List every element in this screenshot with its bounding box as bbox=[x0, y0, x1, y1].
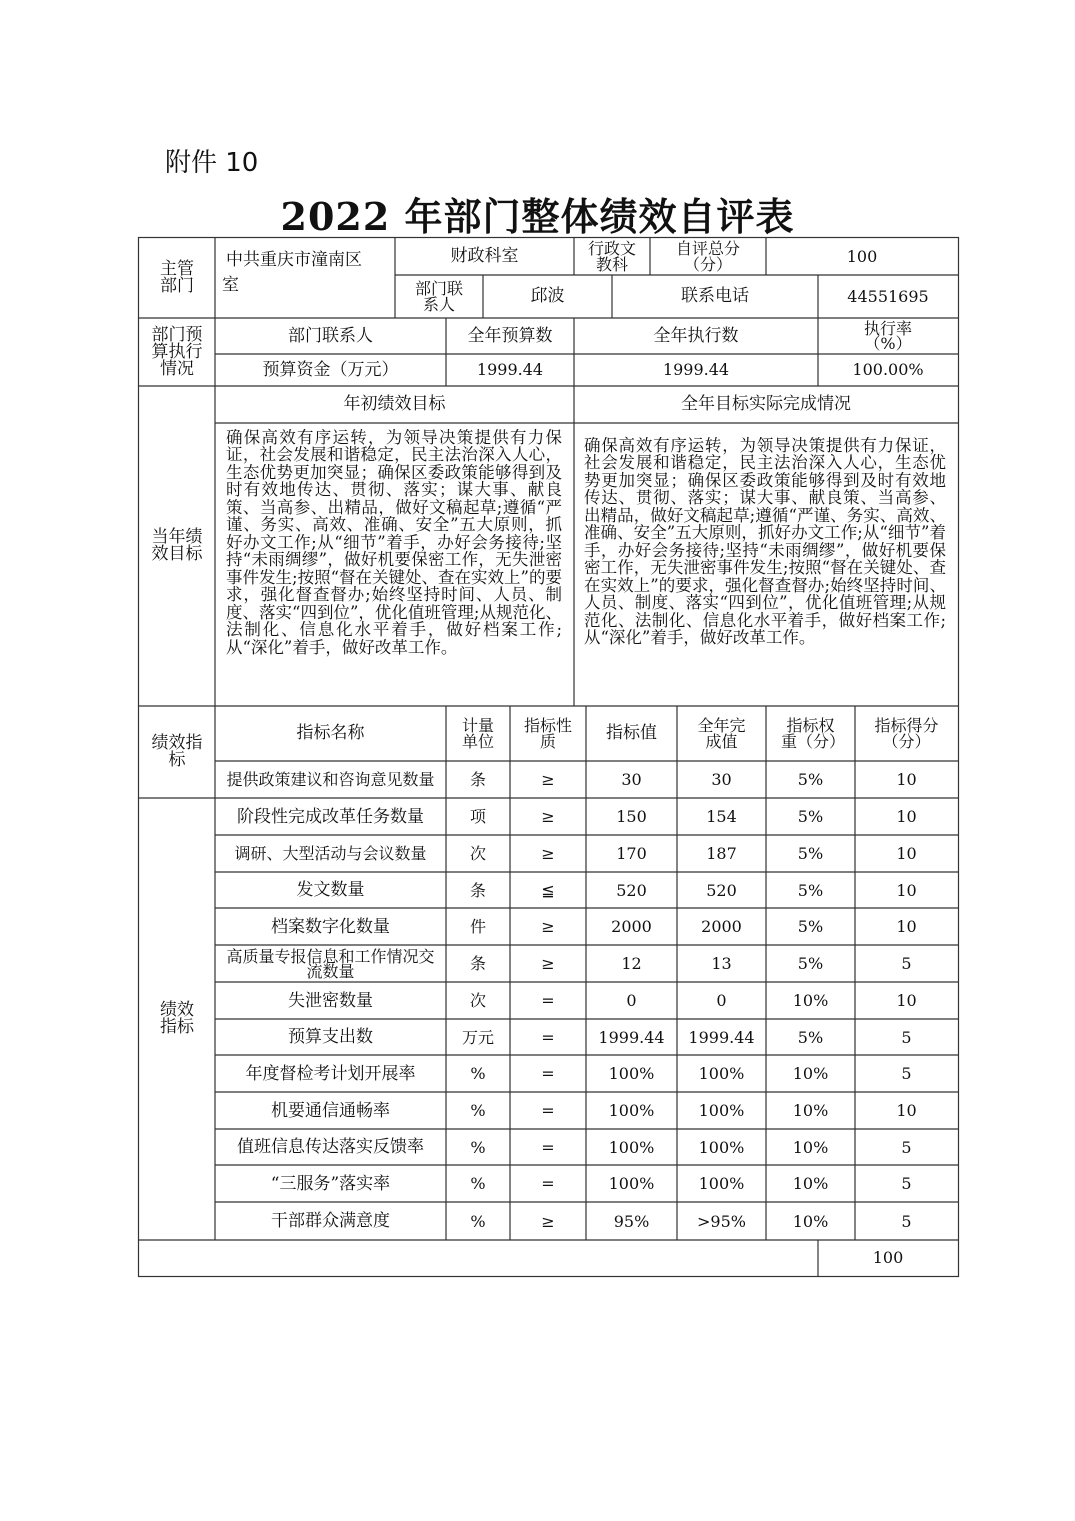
row-nature: ≥ bbox=[541, 1211, 555, 1231]
total-score: 100 bbox=[872, 1248, 904, 1267]
row-weight: 5% bbox=[797, 917, 824, 936]
row-score: 10 bbox=[896, 807, 917, 826]
office-name: 财政科室 bbox=[450, 246, 519, 266]
goals-label: 当年绩效目标 bbox=[151, 527, 203, 564]
exec-rate: 100.00% bbox=[852, 360, 924, 379]
row-name: 失泄密数量 bbox=[288, 990, 373, 1011]
dept-label: 主管部门 bbox=[160, 259, 194, 296]
row-unit: 件 bbox=[469, 917, 486, 936]
ind-h-actual: 全年完成值 bbox=[697, 716, 746, 751]
row-actual: 187 bbox=[706, 844, 737, 863]
row-actual: >95% bbox=[697, 1211, 746, 1231]
row-actual: 100% bbox=[698, 1101, 745, 1120]
row-actual: 2000 bbox=[701, 917, 742, 936]
row-score: 10 bbox=[896, 844, 917, 863]
budget-h-rate: 执行率（%） bbox=[863, 318, 912, 353]
row-weight: 10% bbox=[792, 1174, 829, 1193]
phone-number: 44551695 bbox=[847, 286, 929, 306]
row-score: 10 bbox=[896, 917, 917, 936]
row-nature: ≥ bbox=[541, 954, 555, 973]
goals-h-initial: 年初绩效目标 bbox=[343, 394, 446, 414]
budget-row-label: 预算资金（万元） bbox=[262, 359, 399, 380]
row-name: 阶段性完成改革任务数量 bbox=[237, 806, 424, 827]
exec-value: 1999.44 bbox=[662, 360, 730, 379]
row-actual: 30 bbox=[711, 770, 732, 789]
row-actual: 1999.44 bbox=[688, 1027, 755, 1047]
row-nature: ≥ bbox=[541, 770, 555, 789]
row-target: 1999.44 bbox=[598, 1027, 665, 1047]
office-type: 行政文教科 bbox=[587, 239, 636, 274]
row-nature: = bbox=[541, 1064, 555, 1083]
row-unit: 次 bbox=[469, 844, 486, 863]
row-nature: = bbox=[541, 991, 555, 1010]
row-unit: % bbox=[470, 1211, 486, 1231]
row-unit: 条 bbox=[469, 770, 486, 789]
row-target: 100% bbox=[608, 1064, 655, 1083]
ind-h-target: 指标值 bbox=[606, 723, 657, 743]
row-nature: = bbox=[541, 1137, 555, 1157]
row-unit: % bbox=[470, 1101, 486, 1120]
row-target: 95% bbox=[613, 1211, 650, 1231]
row-nature: = bbox=[541, 1174, 555, 1193]
row-score: 5 bbox=[901, 1027, 912, 1047]
row-name: 高质量专报信息和工作情况交流数量 bbox=[226, 946, 435, 981]
row-unit: % bbox=[470, 1064, 486, 1083]
row-weight: 10% bbox=[792, 991, 829, 1010]
initial-goals-text: 确保高效有序运转，为领导决策提供有力保证，社会发展和谐稳定，民主法治深入人心，生态优势更加突显；确保区委政策能够得到及时有效地传达、贯彻、落实；谋大事、献良策、当高参、出精品，做好文稿起草;遵循“严谨、务实、高效、准确、安全”五大原则，抓好办文工作;从“细节”着手，办好会务接待;坚持“未雨绸缪”，做好机要保密工作，无失泄密事件发生;按照“督在关键处、查在实效上”的要求，强化督查督办;始终坚持时间、人员、制度、落实“四到位”，优化值班管理;从规范化、法制化、信息化水平着手，做好档案工作;从“深化”着手，做好改革工作。 bbox=[226, 428, 562, 657]
row-weight: 5% bbox=[797, 880, 824, 900]
budget-label: 部门预算执行情况 bbox=[151, 324, 203, 379]
row-weight: 10% bbox=[792, 1064, 829, 1083]
budget-value: 1999.44 bbox=[476, 360, 544, 379]
row-unit: 万元 bbox=[461, 1027, 494, 1047]
page-title: 2022 年部门整体绩效自评表 bbox=[280, 194, 795, 239]
contact-label: 部门联系人 bbox=[414, 279, 463, 314]
row-weight: 5% bbox=[797, 844, 824, 863]
row-score: 5 bbox=[901, 1137, 912, 1157]
phone-label: 联系电话 bbox=[681, 286, 749, 306]
goals-h-actual: 全年目标实际完成情况 bbox=[681, 394, 851, 414]
row-actual: 100% bbox=[698, 1174, 745, 1193]
row-name: 机要通信通畅率 bbox=[271, 1100, 390, 1121]
row-nature: ≥ bbox=[541, 844, 555, 863]
budget-h-budget: 全年预算数 bbox=[467, 325, 553, 346]
row-nature: ≦ bbox=[541, 880, 555, 900]
row-score: 5 bbox=[901, 954, 912, 973]
actual-goals-text: 确保高效有序运转，为领导决策提供有力保证，社会发展和谐稳定，民主法治深入人心，生态优势更加突显；确保区委政策能够得到及时有效地传达、贯彻、落实；谋大事、献良策、当高参、出精品，做好文稿起草;遵循“严谨、务实、高效、准确、安全”五大原则，抓好办文工作;从“细节”着手，办好会务接待;坚持“未雨绸缪”，做好机要保密工作，无失泄密事件发生;按照“督在关键处、查在实效上”的要求，强化督查督办;始终坚持时间、人员、制度、落实“四到位”，优化值班管理;从规范化、法制化、信息化水平着手，做好档案工作;从“深化”着手，做好改革工作。 bbox=[584, 436, 946, 648]
row-name: “三服务”落实率 bbox=[270, 1173, 391, 1194]
attachment-label: 附件 10 bbox=[165, 148, 259, 178]
contact-name: 邱波 bbox=[530, 286, 565, 306]
row-weight: 5% bbox=[797, 807, 824, 826]
self-score: 100 bbox=[846, 246, 878, 266]
ind-h-name: 指标名称 bbox=[296, 723, 365, 743]
row-unit: 条 bbox=[469, 954, 486, 973]
dept-name: 中共重庆市潼南区 bbox=[226, 249, 362, 270]
dept-name-cont: 室 bbox=[222, 274, 239, 295]
row-target: 0 bbox=[626, 991, 637, 1010]
row-actual: 0 bbox=[716, 991, 727, 1010]
row-name: 干部群众满意度 bbox=[271, 1211, 390, 1231]
row-target: 12 bbox=[621, 954, 642, 973]
row-score: 10 bbox=[896, 880, 917, 900]
row-weight: 10% bbox=[792, 1211, 829, 1231]
budget-h-exec: 全年执行数 bbox=[653, 325, 739, 346]
row-weight: 5% bbox=[797, 954, 824, 973]
row-weight: 10% bbox=[792, 1137, 829, 1157]
row-name: 值班信息传达落实反馈率 bbox=[237, 1137, 424, 1157]
row-target: 150 bbox=[616, 807, 647, 826]
row-score: 5 bbox=[901, 1211, 912, 1231]
budget-h-contact: 部门联系人 bbox=[288, 325, 373, 346]
row-nature: ≥ bbox=[541, 917, 555, 936]
score-label: 自评总分（分） bbox=[675, 239, 740, 274]
ind-h-unit: 计量单位 bbox=[461, 716, 494, 751]
row-target: 30 bbox=[621, 770, 642, 789]
row-target: 2000 bbox=[611, 917, 652, 936]
row-score: 10 bbox=[896, 1101, 917, 1120]
row-actual: 520 bbox=[706, 880, 737, 900]
row-name: 预算支出数 bbox=[288, 1027, 373, 1047]
row-nature: = bbox=[541, 1027, 555, 1047]
row-unit: % bbox=[470, 1174, 486, 1193]
row-target: 100% bbox=[608, 1137, 655, 1157]
row-weight: 5% bbox=[797, 770, 824, 789]
row-unit: 次 bbox=[469, 991, 486, 1010]
row-target: 520 bbox=[616, 880, 647, 900]
row-actual: 13 bbox=[711, 954, 732, 973]
row-score: 5 bbox=[901, 1174, 912, 1193]
row-unit: 条 bbox=[469, 880, 486, 900]
row-actual: 100% bbox=[698, 1137, 745, 1157]
row-weight: 10% bbox=[792, 1101, 829, 1120]
row-name: 年度督检考计划开展率 bbox=[245, 1063, 416, 1084]
row-score: 10 bbox=[896, 770, 917, 789]
row-score: 5 bbox=[901, 1064, 912, 1083]
ind-h-nature: 指标性质 bbox=[523, 716, 572, 751]
row-name: 档案数字化数量 bbox=[271, 916, 390, 937]
indicators-label-top: 绩效指标 bbox=[151, 733, 203, 770]
row-actual: 154 bbox=[706, 807, 737, 826]
row-name: 调研、大型活动与会议数量 bbox=[234, 844, 427, 864]
ind-h-score: 指标得分（分） bbox=[874, 716, 939, 751]
row-unit: % bbox=[470, 1137, 486, 1157]
ind-h-weight: 指标权重（分） bbox=[781, 716, 846, 751]
row-unit: 项 bbox=[469, 807, 486, 826]
row-name: 提供政策建议和咨询意见数量 bbox=[226, 770, 435, 790]
row-target: 100% bbox=[608, 1174, 655, 1193]
row-actual: 100% bbox=[698, 1064, 745, 1083]
row-score: 10 bbox=[896, 991, 917, 1010]
row-target: 170 bbox=[616, 844, 647, 863]
row-weight: 5% bbox=[797, 1027, 824, 1047]
row-nature: = bbox=[541, 1101, 555, 1120]
row-name: 发文数量 bbox=[296, 880, 365, 900]
row-target: 100% bbox=[608, 1101, 655, 1120]
indicators-label: 绩效指标 bbox=[160, 1000, 194, 1037]
row-nature: ≥ bbox=[541, 807, 555, 826]
